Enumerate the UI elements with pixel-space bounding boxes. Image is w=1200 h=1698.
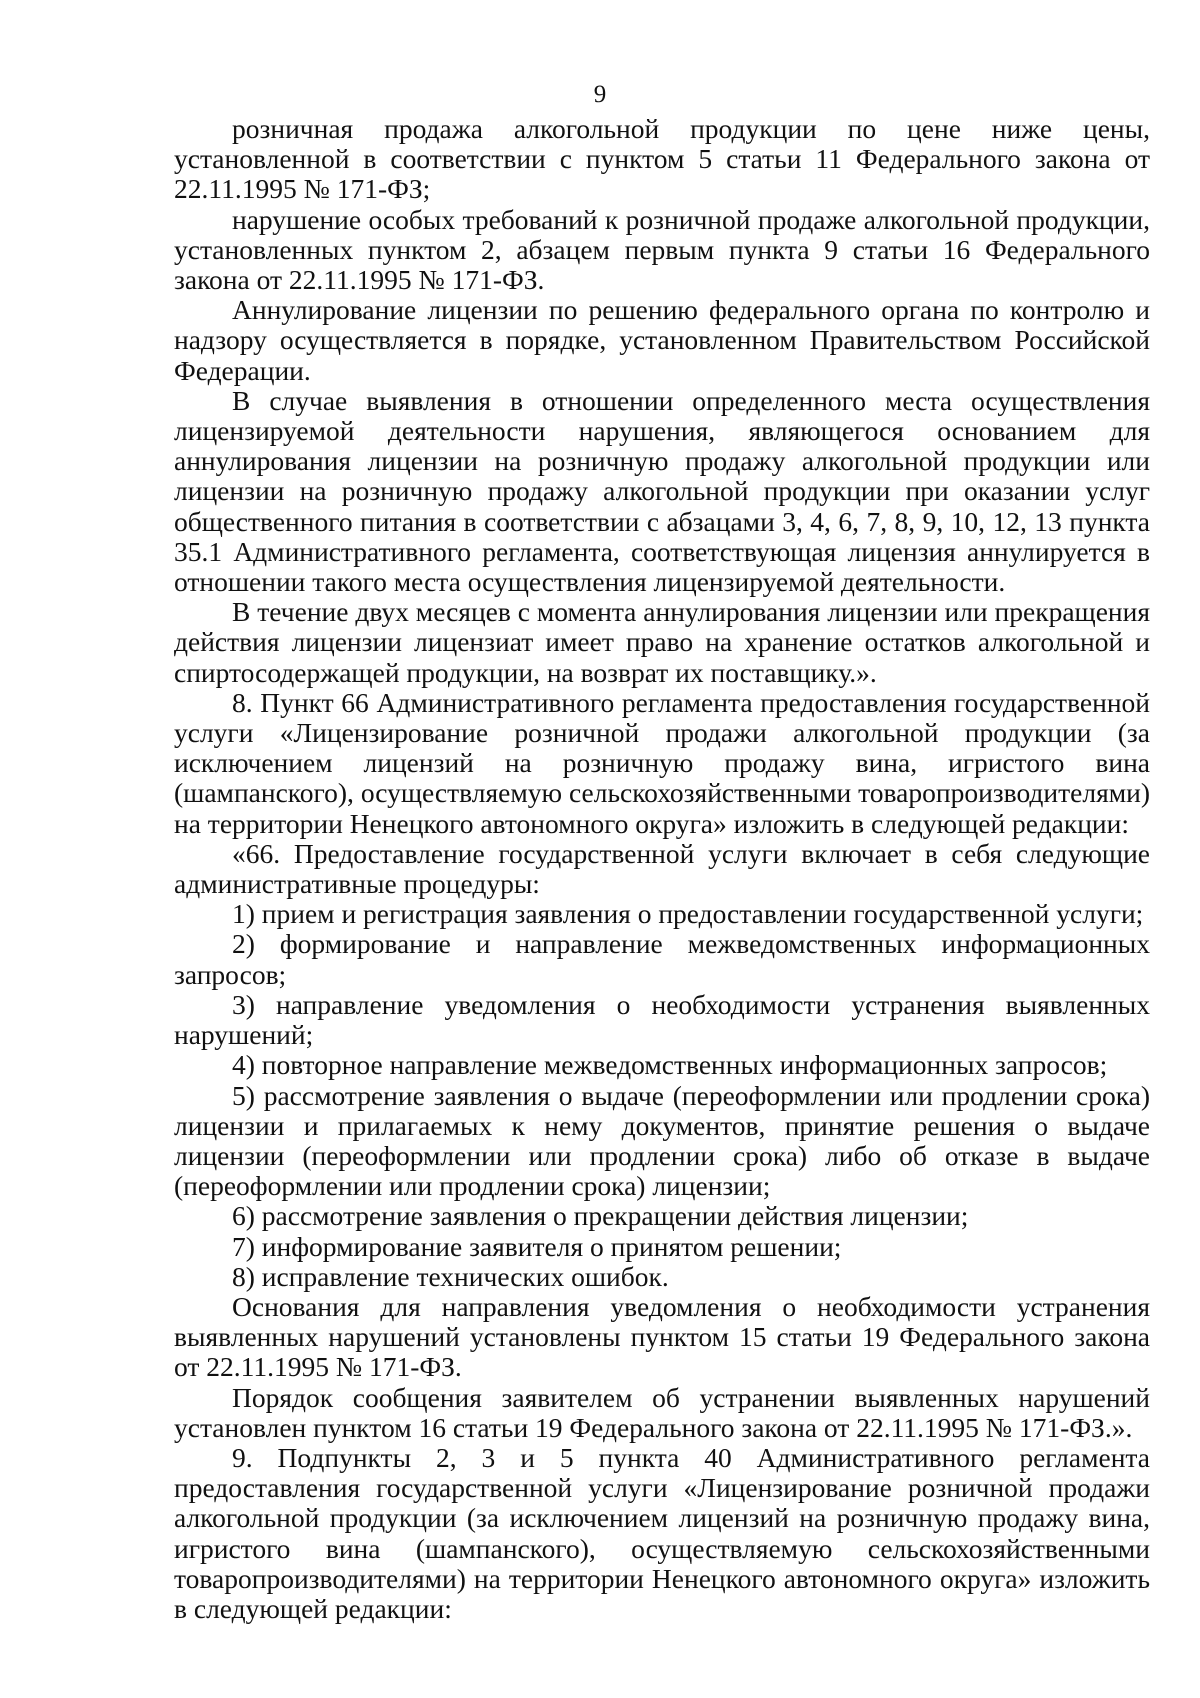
list-item: 7) информирование заявителя о принятом решении; [232,1230,842,1262]
paragraph: Основания для направления уведомления о необходимости устранения выявленных нарушений установлены пунктом 15 статьи 19 Федерального закона от 22.11.1995 № 171-ФЗ. [174,1290,1150,1383]
document-body [174,114,1150,1624]
paragraph: 9. Подпункты 2, 3 и 5 пункта 40 Административного регламента предоставления государственной услуги «Лицензирование розничной продажи алкогольной продукции (за исключением лицензий на розничную продажу вина, игристого вина (шампанского), осуществляемую сельскохозяйственными товаропроизводителями) на территории Ненецкого автономного округа» изложить в следующей редакции: [174,1441,1150,1624]
paragraph: В случае выявления в отношении определенного места осуществления лицензируемой деятельности нарушения, являющегося основанием для аннулирования лицензии на розничную продажу алкогольной продукции или лицензии на розничную продажу алкогольной продукции при оказании услуг общественного питания в соответствии с абзацами 3, 4, 6, 7, 8, 9, 10, 12, 13 пункта 35.1 Административного регламента, соответствующая лицензия аннулируется в отношении такого места осуществления лицензируемой деятельности. [174,384,1150,598]
paragraph: «66. Предоставление государственной услуги включает в себя следующие административные процедуры: [174,837,1150,900]
list-item: 6) рассмотрение заявления о прекращении действия лицензии; [232,1200,969,1232]
paragraph: 8. Пункт 66 Административного регламента предоставления государственной услуги «Лицензирование розничной продажи алкогольной продукции (за исключением лицензий на розничную продажу вина, игристого вина (шампанского), осуществляемую сельскохозяйственными товаропроизводителями) на территории Ненецкого автономного округа» изложить в следующей редакции: [174,686,1150,839]
list-item: 2) формирование и направление межведомственных информационных запросов; [174,928,1150,990]
list-item: 8) исправление технических ошибок. [232,1260,669,1292]
list-item: 5) рассмотрение заявления о выдаче (переоформлении или продлении срока) лицензии и прилагаемых к нему документов, принятие решения о выдаче лицензии (переоформлении или продлении срока) либо об отказе в выдаче (переоформлении или продлении срока) лицензии; [174,1079,1150,1202]
paragraph: розничная продажа алкогольной продукции по цене ниже цены, установленной в соответствии с пунктом 5 статьи 11 Федерального закона от 22.11.1995 № 171-ФЗ; [174,113,1150,205]
paragraph: нарушение особых требований к розничной продаже алкогольной продукции, установленных пунктом 2, абзацем первым пункта 9 статьи 16 Федерального закона от 22.11.1995 № 171-ФЗ. [174,203,1150,296]
list-item: 4) повторное направление межведомственных информационных запросов; [232,1049,1108,1081]
paragraph: В течение двух месяцев с момента аннулирования лицензии или прекращения действия лицензии лицензиат имеет право на хранение остатков алкогольной и спиртосодержащей продукции, на возврат их поставщику.». [174,596,1150,688]
list-item: 3) направление уведомления о необходимости устранения выявленных нарушений; [174,988,1150,1051]
paragraph: Аннулирование лицензии по решению федерального органа по контролю и надзору осуществляется в порядке, установленном Правительством Российской Федерации. [174,294,1150,386]
page-number: 9 [593,81,607,108]
paragraph: Порядок сообщения заявителем об устранении выявленных нарушений установлен пунктом 16 статьи 19 Федерального закона от 22.11.1995 № 171-ФЗ.». [174,1381,1150,1443]
list-item: 1) прием и регистрация заявления о предоставлении государственной услуги; [232,898,1144,930]
